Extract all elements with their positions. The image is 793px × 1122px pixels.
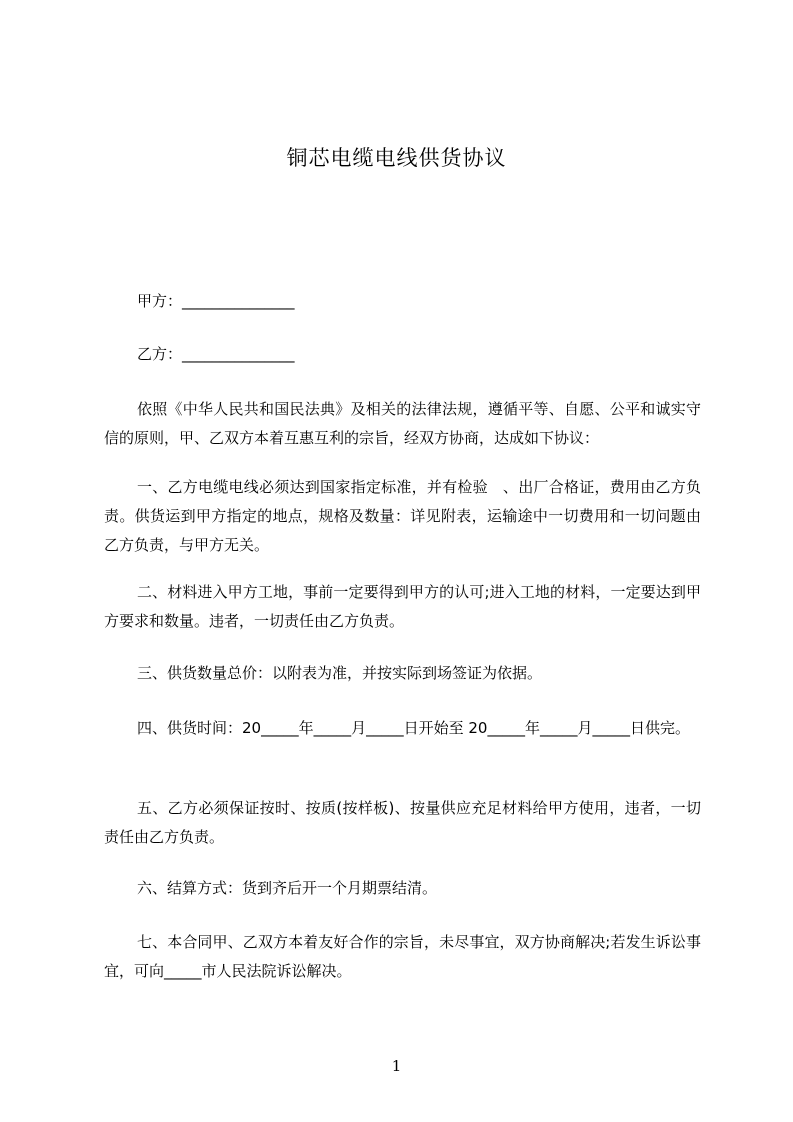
clause-5: 五、乙方必须保证按时、按质(按样板)、按量供应充足材料给甲方使用，违者，一切责任由乙方负责。: [104, 799, 701, 846]
party-a-line: 甲方：_______________: [137, 292, 295, 310]
document-title: 铜芯电缆电线供货协议: [286, 146, 507, 170]
clause-6: 六、结算方式：货到齐后开一个月期票结清。: [137, 879, 438, 897]
clause-7: 七、本合同甲、乙双方本着友好合作的宗旨，未尽事宜，双方协商解决;若发生诉讼事宜，可向_____市人民法院诉讼解决。: [104, 933, 701, 980]
clause-1: 一、乙方电缆电线必须达到国家指定标准，并有检验 、出厂合格证，费用由乙方负责。供货运到甲方指定的地点，规格及数量：详见附表，运输途中一切费用和一切问题由乙方负责，与甲方无关。: [104, 478, 701, 554]
party-b-line: 乙方：_______________: [137, 345, 295, 363]
clause-2: 二、材料进入甲方工地，事前一定要得到甲方的认可;进入工地的材料，一定要达到甲方要求和数量。违者，一切责任由乙方负责。: [104, 583, 701, 630]
clause-4: 四、供货时间：20_____年_____月_____日开始至 20_____年_____月_____日供完。: [137, 719, 690, 737]
page-number: 1: [391, 1057, 402, 1075]
clause-3: 三、供货数量总价：以附表为准，并按实际到场签证为依据。: [137, 664, 543, 682]
intro-paragraph: 依照《中华人民共和国民法典》及相关的法律法规，遵循平等、自愿、公平和诚实守信的原则，甲、乙双方本着互惠互利的宗旨，经双方协商，达成如下协议：: [104, 400, 701, 447]
